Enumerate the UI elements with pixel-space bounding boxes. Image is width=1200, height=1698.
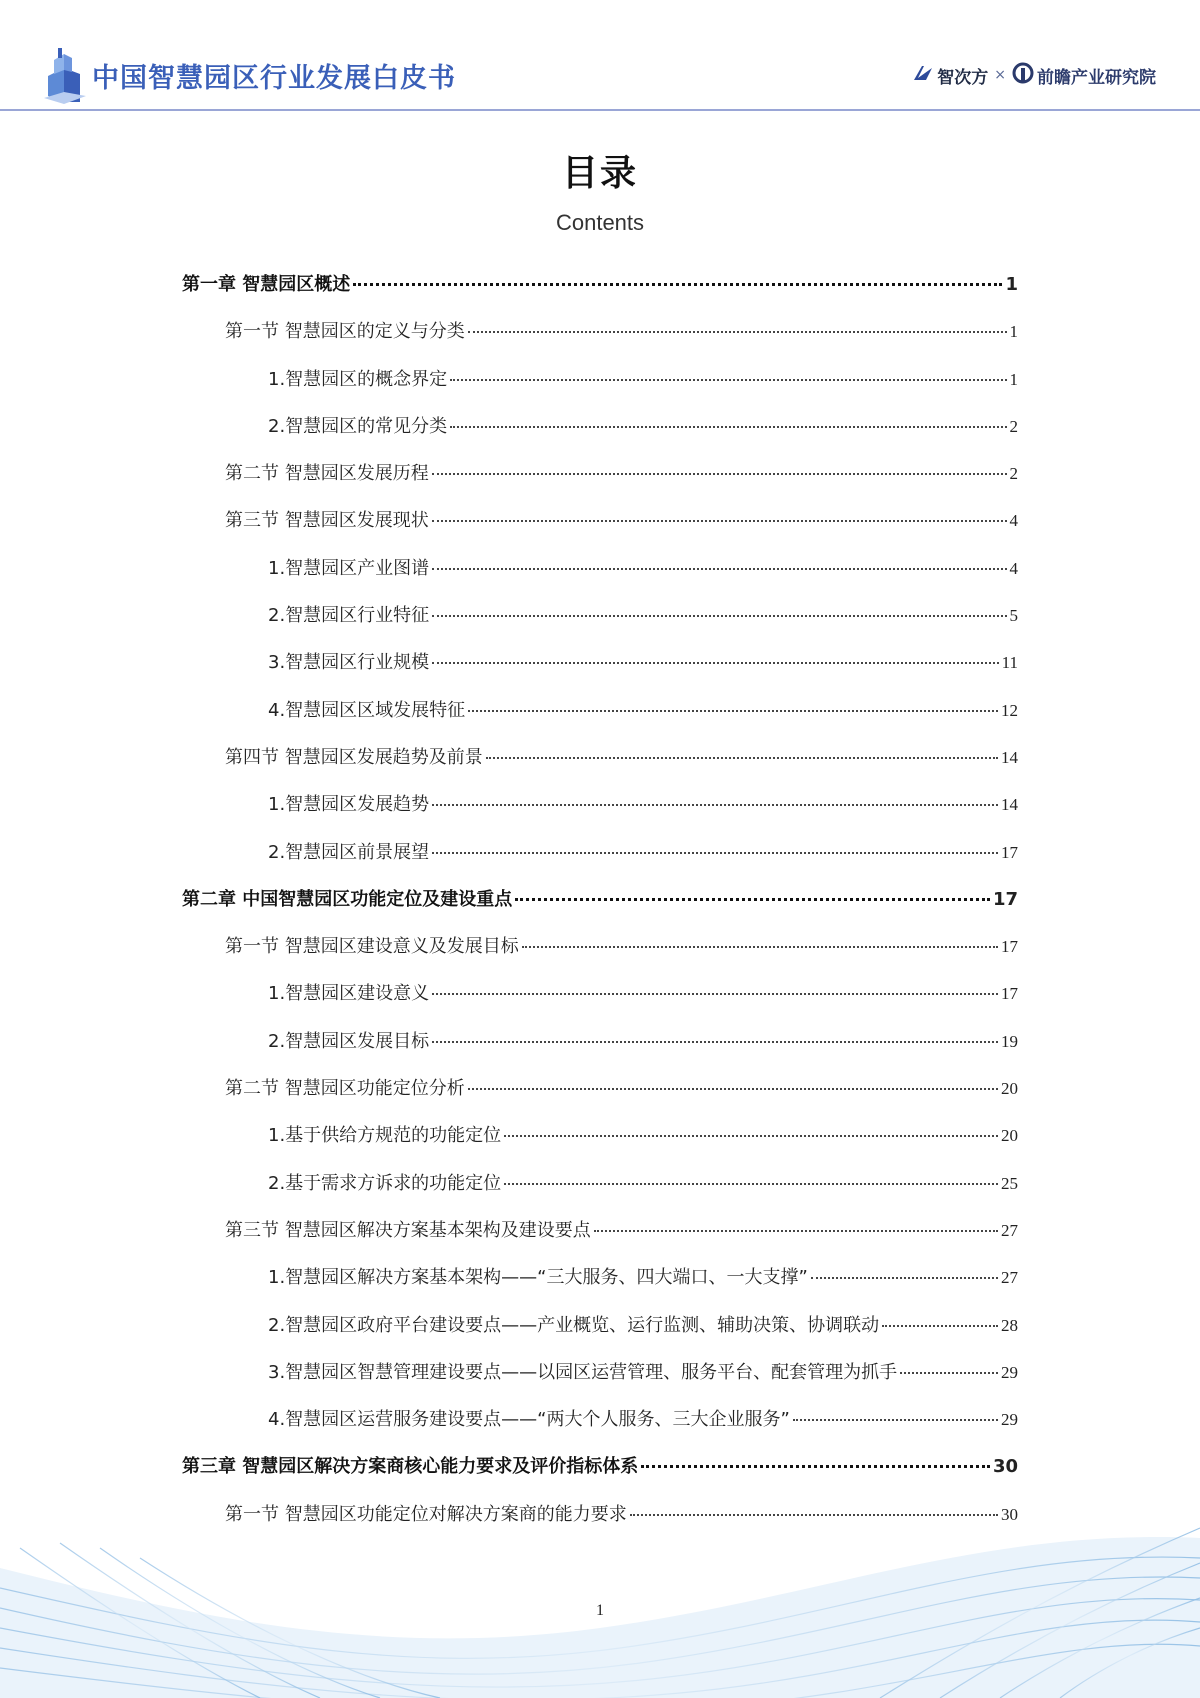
toc-entry-page: 28 bbox=[1001, 1315, 1018, 1335]
toc-entry[interactable] bbox=[182, 270, 1018, 317]
toc-title: 目录 bbox=[561, 153, 638, 194]
toc-dot-leader bbox=[882, 1325, 998, 1327]
toc-subtitle: Contents bbox=[555, 210, 645, 235]
toc-entry[interactable] bbox=[182, 932, 1018, 979]
toc-entry-page: 14 bbox=[1001, 795, 1018, 815]
partner-logo-zhicifang bbox=[912, 62, 988, 88]
toc-entry-label: 1.智慧园区建设意义 bbox=[268, 983, 430, 1005]
toc-entry-label: 第二节 智慧园区功能定位分析 bbox=[225, 1078, 465, 1100]
partner-b-name: 前瞻产业研究院 bbox=[1037, 67, 1156, 88]
toc-dot-leader bbox=[594, 1230, 998, 1232]
toc-entry-page: 27 bbox=[1001, 1220, 1018, 1240]
toc-entry[interactable] bbox=[182, 412, 1018, 459]
toc-dot-leader bbox=[353, 283, 1002, 286]
toc-dot-leader bbox=[450, 379, 1006, 381]
toc-entry[interactable] bbox=[182, 838, 1018, 885]
toc-entry[interactable] bbox=[182, 1216, 1018, 1263]
toc-entry[interactable] bbox=[182, 1263, 1018, 1310]
toc-dot-leader bbox=[432, 473, 1007, 475]
toc-entry-label: 第三节 智慧园区发展现状 bbox=[225, 510, 429, 532]
header-divider bbox=[0, 109, 1200, 111]
toc-entry-page: 17 bbox=[1001, 842, 1018, 862]
toc-entry-label: 1.智慧园区的概念界定 bbox=[268, 368, 448, 390]
toc-dot-leader bbox=[432, 804, 998, 806]
toc-entry-label: 第一节 智慧园区的定义与分类 bbox=[225, 321, 465, 343]
toc-entry-page: 29 bbox=[1001, 1410, 1018, 1430]
toc-entry[interactable] bbox=[182, 1169, 1018, 1216]
toc-dot-leader bbox=[900, 1372, 998, 1374]
toc-entry-page: 1 bbox=[1005, 274, 1018, 295]
toc-entry-page: 20 bbox=[1001, 1126, 1018, 1146]
toc-dot-leader bbox=[468, 1088, 998, 1090]
toc-entry-label: 1.智慧园区解决方案基本架构——“三大服务、四大端口、一大支撑” bbox=[268, 1267, 808, 1289]
partner-a-name: 智次方 bbox=[937, 67, 989, 88]
toc-entry-label: 2.智慧园区发展目标 bbox=[268, 1030, 430, 1052]
toc-entry-page: 25 bbox=[1001, 1173, 1018, 1193]
toc-dot-leader bbox=[432, 615, 1006, 617]
toc-entry-page: 27 bbox=[1001, 1268, 1018, 1288]
toc-entry[interactable] bbox=[182, 1358, 1018, 1405]
toc-entry-label: 2.智慧园区前景展望 bbox=[268, 841, 430, 863]
toc-entry-page: 29 bbox=[1001, 1362, 1018, 1382]
toc-entry[interactable] bbox=[182, 365, 1018, 412]
toc-entry[interactable] bbox=[182, 648, 1018, 695]
toc-entry-label: 1.智慧园区发展趋势 bbox=[268, 794, 430, 816]
partner-separator: × bbox=[994, 67, 1006, 83]
toc-entry-label: 第二节 智慧园区发展历程 bbox=[225, 463, 429, 485]
toc-entry-label: 4.智慧园区运营服务建设要点——“两大个人服务、三大企业服务” bbox=[268, 1409, 790, 1431]
toc-dot-leader bbox=[504, 1135, 998, 1137]
toc-entry-label: 第三节 智慧园区解决方案基本架构及建设要点 bbox=[225, 1219, 591, 1241]
toc-entry[interactable] bbox=[182, 743, 1018, 790]
toc-entry-label: 1.基于供给方规范的功能定位 bbox=[268, 1125, 502, 1147]
toc-entry-page: 19 bbox=[1001, 1031, 1018, 1051]
toc-entry-page: 14 bbox=[1001, 747, 1018, 767]
header-title: 中国智慧园区行业发展白皮书 bbox=[92, 62, 456, 94]
toc-entry[interactable] bbox=[182, 459, 1018, 506]
toc-entry[interactable] bbox=[182, 979, 1018, 1026]
toc-entry[interactable] bbox=[182, 1405, 1018, 1452]
toc-dot-leader bbox=[504, 1183, 998, 1185]
toc-entry-page: 30 bbox=[1001, 1504, 1018, 1524]
toc-dot-leader bbox=[641, 1465, 990, 1468]
toc-entry-label: 3.智慧园区行业规模 bbox=[268, 652, 430, 674]
table-of-contents bbox=[182, 270, 1018, 1547]
toc-entry-label: 4.智慧园区区域发展特征 bbox=[268, 699, 466, 721]
toc-entry[interactable] bbox=[182, 506, 1018, 553]
toc-dot-leader bbox=[432, 1041, 998, 1043]
toc-entry-page: 2 bbox=[1009, 416, 1018, 436]
toc-dot-leader bbox=[432, 993, 998, 995]
page-header bbox=[0, 0, 1200, 112]
toc-entry-page: 4 bbox=[1009, 511, 1018, 531]
toc-entry-page: 2 bbox=[1009, 464, 1018, 484]
qianzhan-logo-icon bbox=[1012, 62, 1034, 88]
toc-dot-leader bbox=[515, 898, 990, 901]
toc-entry-page: 30 bbox=[992, 1456, 1018, 1478]
toc-entry-label: 2.智慧园区行业特征 bbox=[268, 605, 430, 627]
toc-entry[interactable] bbox=[182, 1121, 1018, 1168]
toc-entry-label: 2.基于需求方诉求的功能定位 bbox=[268, 1172, 502, 1194]
toc-entry-page: 20 bbox=[1001, 1079, 1018, 1099]
toc-dot-leader bbox=[468, 710, 998, 712]
toc-entry[interactable] bbox=[182, 1027, 1018, 1074]
toc-entry-label: 第一节 智慧园区功能定位对解决方案商的能力要求 bbox=[225, 1503, 627, 1525]
toc-dot-leader bbox=[811, 1277, 998, 1279]
toc-dot-leader bbox=[432, 852, 998, 854]
toc-entry[interactable] bbox=[182, 1452, 1018, 1499]
toc-entry-page: 1 bbox=[1009, 369, 1018, 389]
page-number: 1 bbox=[596, 1602, 604, 1619]
toc-entry[interactable] bbox=[182, 554, 1018, 601]
toc-entry-page: 17 bbox=[1001, 937, 1018, 957]
toc-entry-page: 17 bbox=[1001, 984, 1018, 1004]
building-logo-icon bbox=[44, 46, 86, 104]
toc-entry-label: 3.智慧园区智慧管理建设要点——以园区运营管理、服务平台、配套管理为抓手 bbox=[268, 1361, 898, 1383]
toc-entry-page: 11 bbox=[1001, 653, 1018, 673]
toc-entry-page: 1 bbox=[1009, 322, 1018, 342]
toc-dot-leader bbox=[486, 757, 998, 759]
toc-entry[interactable] bbox=[182, 885, 1018, 932]
toc-entry-label: 1.智慧园区产业图谱 bbox=[268, 557, 430, 579]
toc-dot-leader bbox=[432, 520, 1007, 522]
toc-entry[interactable] bbox=[182, 317, 1018, 364]
toc-entry-page: 5 bbox=[1009, 606, 1018, 626]
toc-entry-page: 12 bbox=[1001, 700, 1018, 720]
toc-entry-page: 17 bbox=[992, 888, 1018, 910]
toc-entry[interactable] bbox=[182, 1074, 1018, 1121]
toc-heading bbox=[0, 152, 1200, 238]
toc-entry-label: 第二章 中国智慧园区功能定位及建设重点 bbox=[182, 888, 513, 910]
toc-entry-label: 2.智慧园区的常见分类 bbox=[268, 415, 448, 437]
zhicifang-logo-icon bbox=[912, 62, 934, 88]
toc-entry[interactable] bbox=[182, 790, 1018, 837]
toc-dot-leader bbox=[450, 426, 1006, 428]
toc-entry-label: 2.智慧园区政府平台建设要点——产业概览、运行监测、辅助决策、协调联动 bbox=[268, 1314, 880, 1336]
toc-dot-leader bbox=[522, 946, 998, 948]
toc-dot-leader bbox=[793, 1419, 998, 1421]
partner-logos bbox=[912, 62, 1156, 88]
toc-entry-label: 第一节 智慧园区建设意义及发展目标 bbox=[225, 936, 519, 958]
toc-entry[interactable] bbox=[182, 696, 1018, 743]
toc-dot-leader bbox=[432, 568, 1006, 570]
toc-entry[interactable] bbox=[182, 1311, 1018, 1358]
partner-logo-qianzhan bbox=[1012, 62, 1156, 88]
toc-entry-label: 第一章 智慧园区概述 bbox=[182, 274, 351, 295]
toc-dot-leader bbox=[468, 331, 1007, 333]
toc-entry[interactable] bbox=[182, 601, 1018, 648]
brand bbox=[44, 44, 456, 106]
toc-entry-label: 第四节 智慧园区发展趋势及前景 bbox=[225, 746, 483, 768]
toc-entry-label: 第三章 智慧园区解决方案商核心能力要求及评价指标体系 bbox=[182, 1456, 639, 1478]
toc-dot-leader bbox=[432, 662, 998, 664]
toc-entry-page: 4 bbox=[1009, 558, 1018, 578]
